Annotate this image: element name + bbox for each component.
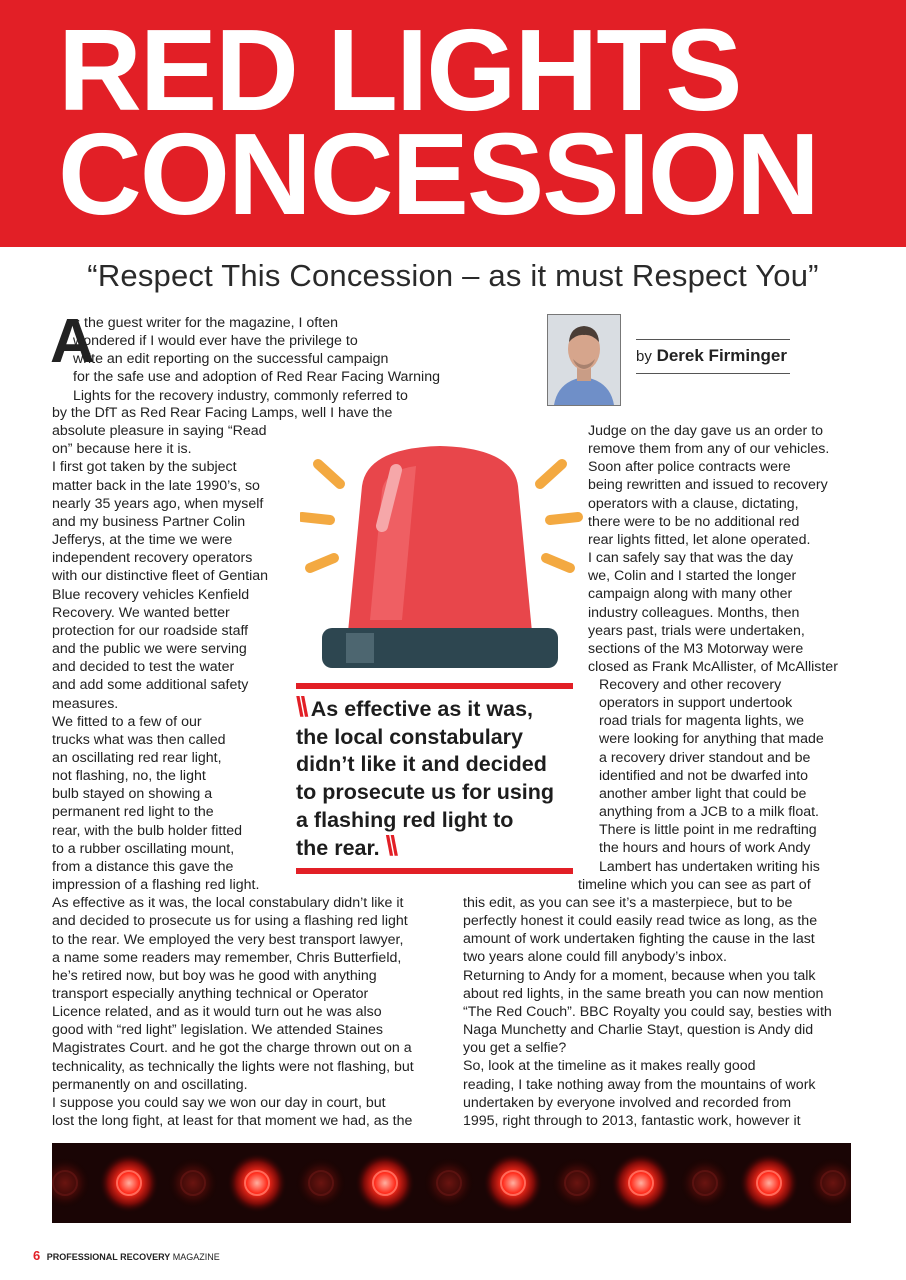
author-photo xyxy=(547,314,621,406)
tail-light-icon xyxy=(551,1157,603,1209)
article-column-right-timeline xyxy=(578,876,811,894)
open-quote-icon: \\ xyxy=(296,691,306,722)
article-line: another amber light that could be xyxy=(599,785,807,802)
article-line: matter back in the late 1990’s, so xyxy=(52,477,260,494)
article-line: absolute pleasure in saying “Read xyxy=(52,423,267,440)
drop-cap: A xyxy=(50,307,95,376)
quote-rule-bottom xyxy=(296,868,573,874)
article-column-right-bottom xyxy=(463,894,832,1130)
article-line: Recovery. We wanted better xyxy=(52,604,230,621)
article-line: industry colleagues. Months, then xyxy=(588,604,800,621)
article-line: permanently on and oscillating. xyxy=(52,1076,248,1093)
quote-rule-top xyxy=(296,683,573,689)
article-column-right-mid xyxy=(599,676,824,876)
article-line: anything from a JCB to a milk float. xyxy=(599,804,819,821)
article-line: permanent red light to the xyxy=(52,804,214,821)
article-line: road trials for magenta lights, we xyxy=(599,713,805,730)
article-line: measures. xyxy=(52,695,119,712)
article-line: this edit, as you can see it’s a masterpiece, but to be xyxy=(463,895,793,911)
article-line: from a distance this gave the xyxy=(52,858,234,875)
article-line: undertaken by everyone involved and recorded from xyxy=(463,1094,792,1111)
article-line: write an edit reporting on the successful campaign xyxy=(73,351,389,368)
article-line: and decided to prosecute us for using a flashing red light xyxy=(52,913,408,930)
article-line: Blue recovery vehicles Kenfield xyxy=(52,586,250,603)
article-line: reading, I take nothing away from the mountains of work xyxy=(463,1076,816,1093)
article-line: wondered if I would ever have the privilege to xyxy=(73,333,358,350)
tail-light-icon xyxy=(227,1153,287,1213)
article-line: rear lights fitted, let alone operated. xyxy=(588,531,811,548)
article-line: operators with a clause, dictating, xyxy=(588,495,799,512)
article-line: to the rear. We employed the very best transport lawyer, xyxy=(52,931,404,948)
article-line: I can safely say that was the day xyxy=(588,550,794,567)
tail-light-icon xyxy=(355,1153,415,1213)
article-line: the hours and hours of work Andy xyxy=(599,840,811,857)
title-banner xyxy=(0,0,906,247)
article-line: an oscillating red rear light, xyxy=(52,749,222,766)
tail-light-icon xyxy=(611,1153,671,1213)
tail-light-icon xyxy=(483,1153,543,1213)
headline-line-1: RED LIGHTS xyxy=(58,5,741,135)
pull-quote-line: to prosecute us for using xyxy=(296,780,555,805)
article-line: with our distinctive fleet of Gentian xyxy=(52,568,269,585)
page-number: 6 xyxy=(33,1248,41,1263)
article-line: Recovery and other recovery xyxy=(599,677,782,693)
article-line: Judge on the day gave us an order to xyxy=(588,423,824,439)
article-line: trucks what was then called xyxy=(52,731,226,748)
article-line: We fitted to a few of our xyxy=(52,713,202,730)
article-line: we, Colin and I started the longer xyxy=(588,568,797,585)
article-line: closed as Frank McAllister, of McAllister xyxy=(588,659,838,676)
tail-light-icon xyxy=(679,1157,731,1209)
article-line: timeline which you can see as part of xyxy=(578,877,811,893)
article-line: not flashing, no, the light xyxy=(52,768,206,785)
pull-quote-line: the rear. xyxy=(296,835,380,860)
close-quote-icon: \\ xyxy=(385,829,396,861)
article-column-right-top xyxy=(588,422,838,676)
article-line: amount of work undertaken fighting the cause in the last xyxy=(463,931,815,948)
article-line: years past, trials were undertaken, xyxy=(588,622,805,639)
author-portrait-icon xyxy=(548,315,620,405)
red-alarm-light-illustration xyxy=(300,440,590,680)
article-line: nearly 35 years ago, when myself xyxy=(52,495,264,512)
article-line: campaign along with many other xyxy=(588,586,793,603)
article-line: So, look at the timeline as it makes really good xyxy=(463,1058,756,1075)
article-line: “The Red Couch”. BBC Royalty you could say, besties with xyxy=(463,1003,832,1020)
article-line: bulb stayed on showing a xyxy=(52,786,213,803)
article-line: There is little point in me redrafting xyxy=(599,822,817,839)
article-line: transport especially anything technical or Operator xyxy=(52,986,369,1002)
article-line: perfectly honest it could easily read twice as long, as the xyxy=(463,913,818,930)
article-line: for the safe use and adoption of Red Rear Facing Warning xyxy=(73,369,440,386)
article-line: Lambert has undertaken writing his xyxy=(599,858,820,875)
article-line: impression of a flashing red light. xyxy=(52,877,260,894)
headline xyxy=(58,5,818,239)
article-line: 1995, right through to 2013, fantastic work, however it xyxy=(463,1112,801,1129)
tail-light-icon xyxy=(423,1157,475,1209)
article-line: protection for our roadside staff xyxy=(52,622,249,639)
subtitle: “Respect This Concession – as it must Respect You” xyxy=(87,258,819,293)
article-line: on” because here it is. xyxy=(52,441,192,458)
tail-light-icon xyxy=(167,1157,219,1209)
pull-quote xyxy=(296,691,576,862)
article-line: Naga Munchetty and Charlie Stayt, question is Andy did xyxy=(463,1022,814,1039)
article-line: Returning to Andy for a moment, because when you talk xyxy=(463,967,816,984)
article-line: you get a selfie? xyxy=(463,1040,567,1057)
article-line: identified and not be dwarfed into xyxy=(599,767,809,784)
byline xyxy=(636,339,790,374)
article-column-left-top xyxy=(73,314,440,405)
pull-quote-line: a flashing red light to xyxy=(296,807,514,832)
tail-light-icon xyxy=(295,1157,347,1209)
article-line: sections of the M3 Motorway were xyxy=(588,640,804,657)
article-line: remove them from any of our vehicles. xyxy=(588,441,830,458)
article-line: there were to be no additional red xyxy=(588,513,800,530)
article-line: Jefferys, at the time we were xyxy=(52,532,233,549)
byline-prefix: by xyxy=(636,348,652,365)
pull-quote-line: the local constabulary xyxy=(296,724,524,749)
article-line: Licence related, and as it would turn out he was also xyxy=(52,1004,382,1021)
article-line: As effective as it was, the local constabulary didn’t like it xyxy=(52,895,404,912)
article-line: to a rubber oscillating mount, xyxy=(52,840,235,857)
article-line: and decided to test the water xyxy=(52,659,235,676)
article-line: rear, with the bulb holder fitted xyxy=(52,822,243,839)
tail-light-icon xyxy=(739,1153,799,1213)
article-line: about red lights, in the same breath you can now mention xyxy=(463,985,824,1002)
magazine-suffix: MAGAZINE xyxy=(172,1252,220,1262)
pull-quote-line: didn’t like it and decided xyxy=(296,752,547,777)
headline-line-2: CONCESSION xyxy=(58,109,818,239)
article-line: he’s retired now, but boy was he good with anything xyxy=(52,967,377,984)
article-line: good with “red light” legislation. We attended Staines xyxy=(52,1022,383,1039)
article-line: were looking for anything that made xyxy=(599,731,824,748)
page-footer xyxy=(33,1248,220,1263)
red-lights-photo-strip xyxy=(52,1143,851,1223)
article-line: operators in support undertook xyxy=(599,695,793,712)
article-line: by the DfT as Red Rear Facing Lamps, well I have the xyxy=(52,405,393,421)
article-line: and add some additional safety xyxy=(52,677,249,694)
article-line: independent recovery operators xyxy=(52,550,253,567)
tail-light-icon xyxy=(99,1153,159,1213)
article-line: Lights for the recovery industry, commonly referred to xyxy=(73,387,408,404)
article-line: technicality, as technically the lights were not flashing, but xyxy=(52,1058,414,1075)
article-line: I first got taken by the subject xyxy=(52,459,237,476)
author-name: Derek Firminger xyxy=(656,346,787,365)
article-line: Soon after police contracts were xyxy=(588,459,791,476)
article-line: lost the long fight, at least for that moment we had, as the xyxy=(52,1113,413,1130)
article-line: and my business Partner Colin xyxy=(52,513,246,530)
article-line: and the public we were serving xyxy=(52,641,247,658)
article-line: Magistrates Court. and he got the charge thrown out on a xyxy=(52,1040,412,1057)
article-line: a name some readers may remember, Chris Butterfield, xyxy=(52,949,402,966)
article-line: being rewritten and issued to recovery xyxy=(588,477,828,494)
article-line: two years alone could fill anybody’s inbox. xyxy=(463,949,727,966)
article-line: s the guest writer for the magazine, I often xyxy=(73,315,338,331)
article-line: a recovery driver standout and be xyxy=(599,749,811,766)
pull-quote-line: As effective as it was, xyxy=(310,697,534,721)
article-line: I suppose you could say we won our day in court, but xyxy=(52,1094,386,1111)
magazine-brand: PROFESSIONAL RECOVERY xyxy=(46,1252,171,1262)
